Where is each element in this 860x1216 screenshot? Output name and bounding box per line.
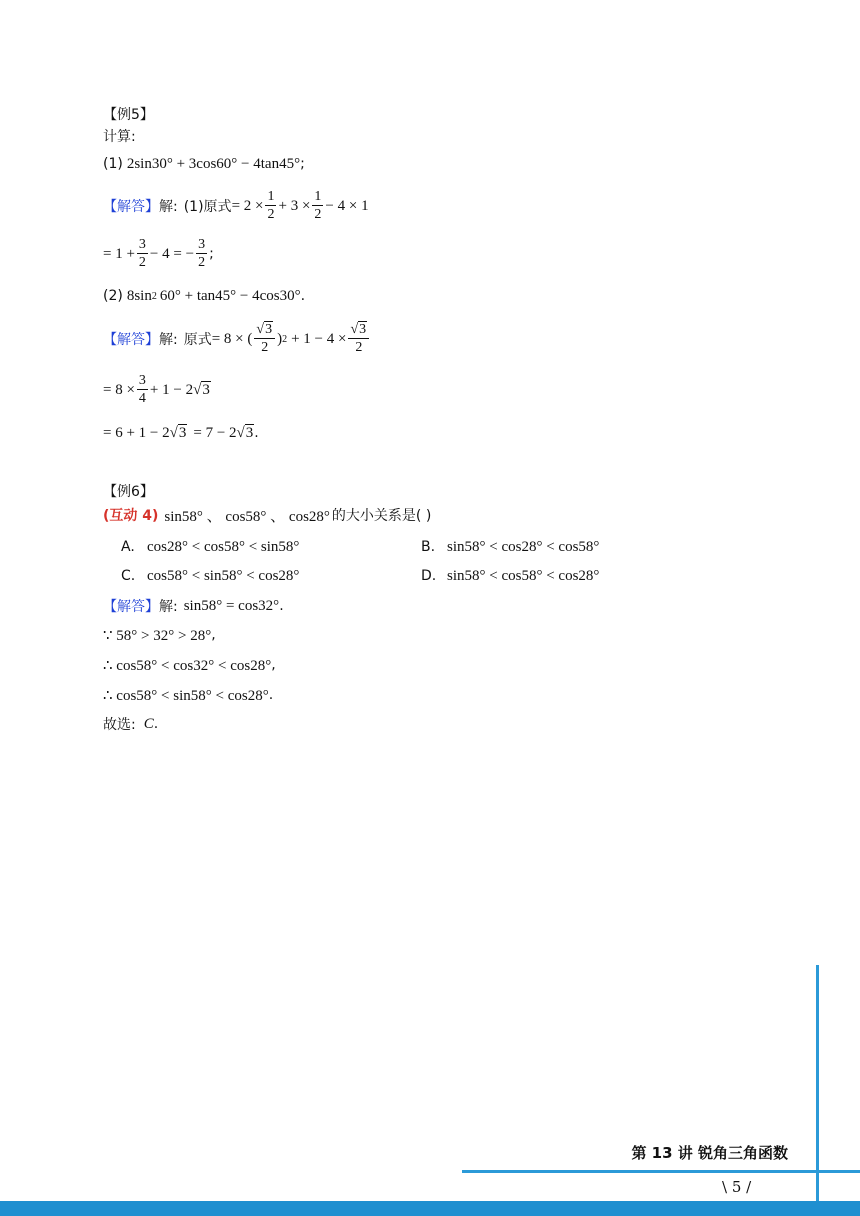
answer-6-line-4: [103, 683, 273, 707]
choice-value: C: [143, 715, 154, 732]
math-text: = 6 + 1 − 2: [103, 424, 170, 441]
answer-1-line-1: [103, 186, 369, 226]
punctuation: .: [254, 425, 259, 441]
solution-label: 解:: [159, 332, 178, 348]
answer-2-line-3: [103, 421, 259, 445]
math-expression: sin58° = cos32°: [183, 597, 280, 614]
numerator: [348, 323, 369, 339]
math-text: − 4 = −: [149, 245, 195, 262]
denominator: 2: [198, 255, 206, 270]
answer-tag: 【解答】: [103, 599, 159, 615]
solution-label: 解:: [159, 199, 178, 215]
punctuation: .: [268, 687, 274, 703]
math-expression: ∵ 58° > 32° > 28°: [103, 627, 212, 644]
part-label: 原式: [183, 332, 212, 348]
answer-tag: 【解答】: [103, 332, 159, 348]
solution-label: 解:: [159, 599, 178, 615]
numerator: 3: [138, 373, 146, 388]
bottom-bar: [0, 1201, 860, 1216]
math-expression: sin58° 、 cos58° 、 cos28°: [164, 508, 330, 525]
numerator: 1: [267, 189, 275, 204]
denominator: 2: [267, 207, 275, 222]
punctuation: ,: [211, 627, 216, 643]
option-letter: A.: [121, 539, 135, 555]
math-text: = 7 − 2: [193, 424, 237, 441]
numerator: [254, 323, 275, 339]
radicand: 3: [178, 424, 187, 441]
footer-rule: [462, 1170, 860, 1173]
fraction: [137, 238, 148, 270]
punctuation: .: [153, 716, 159, 732]
option-expression: sin58° < cos28° < cos58°: [447, 538, 600, 555]
math-expression: 2sin30° + 3cos60° − 4tan45°: [126, 155, 301, 172]
option-expression: cos28° < cos58° < sin58°: [147, 538, 300, 555]
math-text: + 1 − 4 ×: [291, 330, 347, 347]
choice-label: 故选:: [103, 717, 136, 733]
math-text: + 3 ×: [278, 197, 311, 214]
fraction: [312, 190, 323, 222]
question-1: [103, 152, 305, 176]
example-6-heading: 【例6】: [103, 484, 154, 500]
lecture-title: 第 13 讲 锐角三角函数: [631, 1144, 788, 1162]
fraction: [196, 238, 207, 270]
question-2: [103, 284, 305, 308]
answer-2-line-2: [103, 370, 211, 410]
sqrt-symbol: √: [193, 381, 202, 398]
fraction: [348, 323, 369, 355]
fraction: [254, 323, 275, 355]
option-letter: B.: [421, 539, 436, 555]
option-d[interactable]: [421, 565, 599, 587]
math-text: = 8 ×: [103, 381, 135, 398]
denominator: 4: [138, 391, 146, 406]
punctuation: ;: [300, 156, 305, 172]
option-c[interactable]: [121, 565, 299, 587]
math-text: = 8 × (: [211, 330, 253, 347]
part-label: (1)原式: [183, 199, 232, 215]
page-number: \ 5 /: [722, 1178, 752, 1196]
radicand: 3: [265, 322, 273, 337]
radicand: 3: [359, 322, 367, 337]
denominator: 2: [261, 340, 269, 355]
question-text: 的大小关系是( ): [331, 508, 432, 524]
answer-6-line-5: [103, 712, 158, 736]
math-text: = 1 +: [103, 245, 135, 262]
answer-2-line-1: [103, 318, 371, 360]
sqrt-symbol: √: [256, 322, 265, 337]
question-number: (2): [103, 288, 123, 304]
punctuation: ;: [209, 246, 214, 262]
radicand: 3: [202, 381, 210, 398]
option-expression: sin58° < cos58° < cos28°: [447, 567, 600, 584]
numerator: 3: [138, 237, 146, 252]
numerator: 1: [314, 189, 322, 204]
math-text: 60° + tan45° − 4cos30°: [159, 287, 301, 304]
answer-1-line-2: [103, 234, 214, 274]
answer-6-line-2: [103, 623, 216, 647]
option-expression: cos58° < sin58° < cos28°: [147, 567, 300, 584]
option-a[interactable]: [121, 536, 299, 558]
option-b[interactable]: [421, 536, 599, 558]
answer-6-line-3: [103, 653, 276, 677]
numerator: 3: [198, 237, 206, 252]
math-text: ): [277, 330, 283, 347]
math-text: − 4 × 1: [325, 197, 369, 214]
footer-vertical-rule: [816, 965, 819, 1201]
denominator: 2: [314, 207, 322, 222]
answer-6-line-1: [103, 594, 284, 618]
sqrt-symbol: √: [169, 424, 178, 441]
question-number: (1): [103, 156, 123, 172]
denominator: 2: [138, 255, 146, 270]
punctuation: .: [300, 288, 306, 304]
answer-tag: 【解答】: [103, 199, 159, 215]
sqrt-symbol: √: [236, 424, 245, 441]
math-expression: ∴ cos58° < cos32° < cos28°: [103, 657, 272, 674]
option-letter: D.: [421, 568, 437, 584]
fraction: [265, 190, 276, 222]
example-5-heading: 【例5】: [103, 107, 154, 123]
interaction-tag: (互动 4): [103, 508, 159, 524]
exponent: 2: [151, 290, 157, 302]
math-text: + 1 − 2: [149, 381, 194, 398]
math-expression: ∴ cos58° < sin58° < cos28°: [103, 687, 269, 704]
denominator: 2: [355, 340, 363, 355]
radicand: 3: [245, 424, 254, 441]
exponent: 2: [282, 333, 288, 345]
punctuation: ,: [271, 657, 276, 673]
math-text: 8sin: [126, 287, 152, 304]
math-text: = 2 ×: [231, 197, 264, 214]
example-6-question: [103, 503, 431, 527]
example-5-prompt: 计算:: [103, 129, 136, 145]
sqrt-symbol: √: [350, 322, 359, 337]
fraction: [137, 374, 148, 406]
option-letter: C.: [121, 568, 136, 584]
punctuation: .: [279, 598, 284, 614]
